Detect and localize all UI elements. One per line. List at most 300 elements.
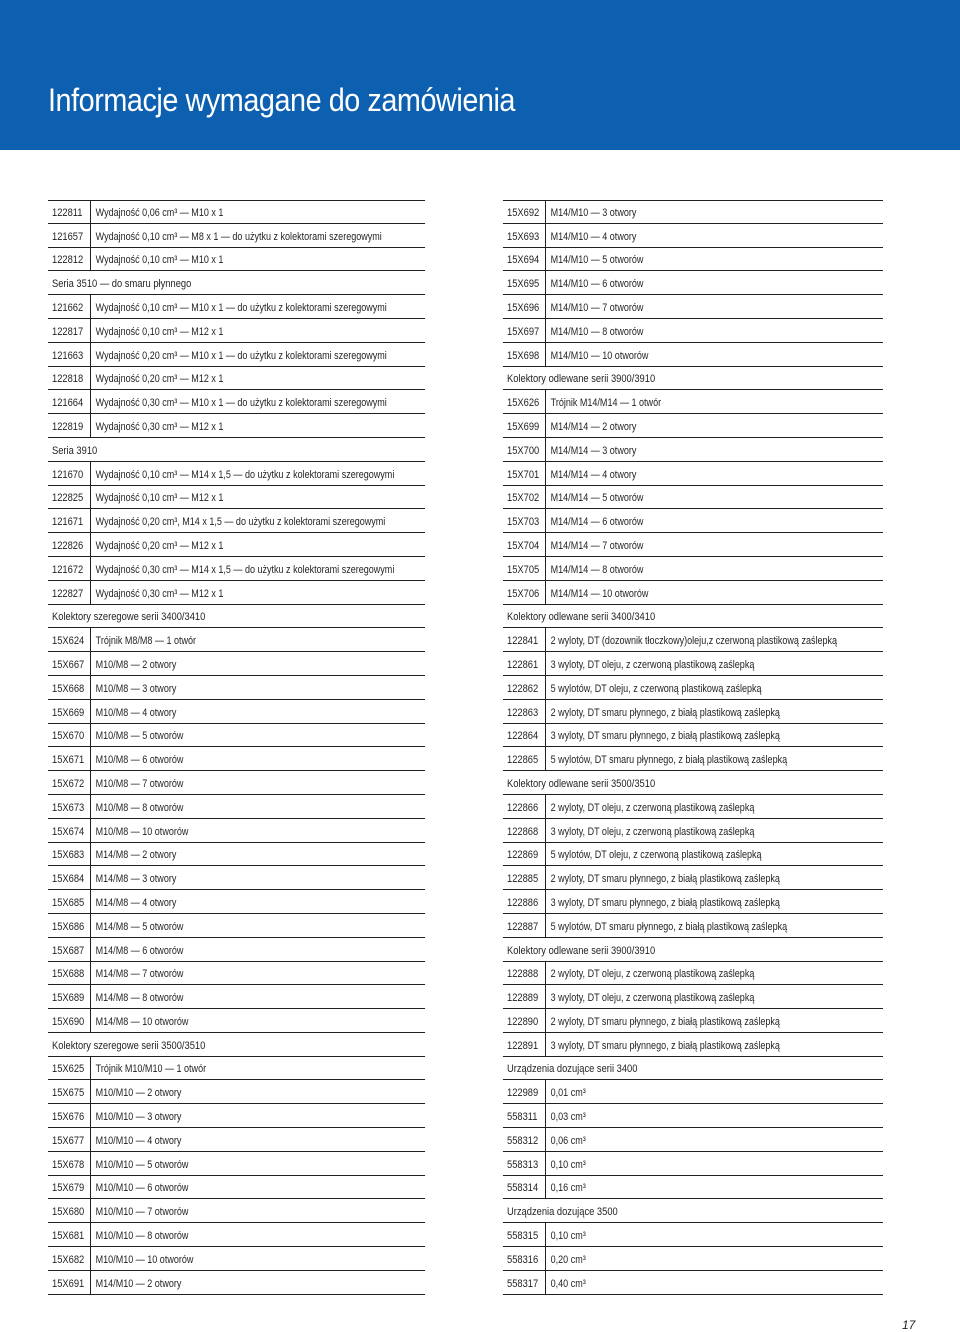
table-row xyxy=(48,938,425,962)
table-row xyxy=(48,700,425,724)
part-description: 0,01 cm³ xyxy=(550,1087,586,1100)
part-number: 558315 xyxy=(507,1230,539,1243)
table-row xyxy=(503,914,883,938)
table-row xyxy=(48,1199,425,1223)
table-row xyxy=(48,1009,425,1033)
column-divider xyxy=(90,462,91,485)
column-divider xyxy=(545,914,546,937)
part-description: 3 wyloty, DT smaru płynnego, z białą plastikową zaślepką xyxy=(550,1039,780,1052)
column-divider xyxy=(90,343,91,366)
column-divider xyxy=(90,486,91,509)
column-divider xyxy=(545,1223,546,1246)
table-row xyxy=(503,1104,883,1128)
header-band xyxy=(0,0,960,150)
column-divider xyxy=(545,700,546,723)
column-divider xyxy=(545,224,546,247)
table-row xyxy=(48,1247,425,1271)
table-row xyxy=(503,224,883,248)
part-number: 15X670 xyxy=(52,730,85,743)
table-row xyxy=(48,1104,425,1128)
table-row xyxy=(503,676,883,700)
table-row xyxy=(503,319,883,343)
part-number: 15X674 xyxy=(52,825,85,838)
column-divider xyxy=(545,1247,546,1270)
table-row xyxy=(503,581,883,605)
column-divider xyxy=(545,724,546,747)
column-divider xyxy=(90,1104,91,1127)
part-number: 15X703 xyxy=(507,516,540,529)
part-description: M10/M8 — 2 otwory xyxy=(95,658,177,671)
table-row xyxy=(503,1223,883,1247)
part-number: 121663 xyxy=(52,349,84,362)
part-number: 122865 xyxy=(507,754,539,767)
part-description: M10/M8 — 3 otwory xyxy=(95,682,177,695)
part-number: 15X672 xyxy=(52,777,85,790)
part-number: 15X687 xyxy=(52,944,85,957)
part-description: Wydajność 0,30 cm³ — M12 x 1 xyxy=(95,587,224,600)
page-title: Informacje wymagane do zamówienia xyxy=(48,82,515,118)
part-description: M14/M10 — 8 otworów xyxy=(550,325,644,338)
part-number: 15X677 xyxy=(52,1134,85,1147)
part-number: 15X704 xyxy=(507,539,540,552)
part-number: 122869 xyxy=(507,849,539,862)
column-divider xyxy=(545,533,546,556)
table-row xyxy=(48,224,425,248)
column-divider xyxy=(90,985,91,1008)
column-divider xyxy=(545,414,546,437)
part-description: M14/M8 — 3 otwory xyxy=(95,873,177,886)
part-description: M10/M8 — 7 otworów xyxy=(95,777,184,790)
column-divider xyxy=(90,1080,91,1103)
part-description: M10/M8 — 8 otworów xyxy=(95,801,184,814)
part-description: Wydajność 0,30 cm³ — M12 x 1 xyxy=(95,420,224,433)
part-number: 122861 xyxy=(507,658,539,671)
part-description: M14/M10 — 3 otwory xyxy=(550,206,637,219)
column-divider xyxy=(90,367,91,390)
column-divider xyxy=(545,1152,546,1175)
column-divider xyxy=(90,914,91,937)
part-description: Wydajność 0,06 cm³ — M10 x 1 xyxy=(95,206,224,219)
part-description: M14/M8 — 2 otwory xyxy=(95,849,177,862)
table-row xyxy=(503,1176,883,1200)
column-divider xyxy=(545,1080,546,1103)
table-row xyxy=(48,1152,425,1176)
part-number: 15X697 xyxy=(507,325,540,338)
part-description: M14/M10 — 2 otwory xyxy=(95,1277,182,1290)
part-number: 122818 xyxy=(52,373,84,386)
part-number: 15X700 xyxy=(507,444,540,457)
column-divider xyxy=(545,271,546,294)
table-row xyxy=(503,1152,883,1176)
column-divider xyxy=(90,938,91,961)
table-row xyxy=(48,295,425,319)
part-description: M10/M10 — 6 otworów xyxy=(95,1182,189,1195)
column-divider xyxy=(90,319,91,342)
part-description: Trójnik M10/M10 — 1 otwór xyxy=(95,1063,207,1076)
column-divider xyxy=(90,557,91,580)
table-row xyxy=(48,1128,425,1152)
column-divider xyxy=(545,962,546,985)
column-divider xyxy=(545,1128,546,1151)
column-divider xyxy=(545,795,546,818)
column-divider xyxy=(90,747,91,770)
part-description: M10/M8 — 5 otworów xyxy=(95,730,184,743)
part-description: M14/M10 — 6 otworów xyxy=(550,278,644,291)
part-description: Wydajność 0,10 cm³ — M12 x 1 xyxy=(95,492,224,505)
part-description: 3 wyloty, DT smaru płynnego, z białą plastikową zaślepką xyxy=(550,730,780,743)
part-description: M10/M10 — 5 otworów xyxy=(95,1158,189,1171)
part-number: 121664 xyxy=(52,397,84,410)
part-number: 122889 xyxy=(507,992,539,1005)
column-divider xyxy=(545,438,546,461)
table-row xyxy=(503,271,883,295)
part-description: 5 wylotów, DT smaru płynnego, z białą plastikową zaślepką xyxy=(550,754,788,767)
part-description: 2 wyloty, DT oleju, z czerwoną plastikową zaślepką xyxy=(550,968,755,981)
part-number: 15X695 xyxy=(507,278,540,291)
column-divider xyxy=(545,295,546,318)
part-description: M14/M14 — 5 otworów xyxy=(550,492,644,505)
part-description: 2 wyloty, DT (dozownik tłoczkowy)oleju,z czerwoną plastikową zaślepką xyxy=(550,635,838,648)
part-number: 15X624 xyxy=(52,635,85,648)
table-row xyxy=(503,1009,883,1033)
page-number: 17 xyxy=(902,1318,916,1332)
part-number: 15X669 xyxy=(52,706,85,719)
table-row xyxy=(503,866,883,890)
table-row xyxy=(48,509,425,533)
table-row xyxy=(48,581,425,605)
column-divider xyxy=(545,248,546,271)
part-number: 122864 xyxy=(507,730,539,743)
part-description: Wydajność 0,20 cm³, M14 x 1,5 — do użytku z kolektorami szeregowymi xyxy=(95,516,386,529)
column-divider xyxy=(545,1104,546,1127)
table-row xyxy=(48,747,425,771)
column-divider xyxy=(545,843,546,866)
part-number: 121662 xyxy=(52,301,84,314)
part-description: M14/M14 — 8 otworów xyxy=(550,563,644,576)
table-row xyxy=(503,486,883,510)
table-row xyxy=(48,462,425,486)
section-heading-row xyxy=(503,1199,883,1223)
table-row xyxy=(48,414,425,438)
column-divider xyxy=(545,866,546,889)
part-number: 122989 xyxy=(507,1087,539,1100)
part-number: 122888 xyxy=(507,968,539,981)
table-row xyxy=(48,771,425,795)
part-description: 5 wylotów, DT oleju, z czerwoną plastikową zaślepką xyxy=(550,849,762,862)
part-description: M14/M14 — 7 otworów xyxy=(550,539,644,552)
table-row xyxy=(503,628,883,652)
table-row xyxy=(503,200,883,224)
part-description: M14/M8 — 5 otworów xyxy=(95,920,184,933)
column-divider xyxy=(90,676,91,699)
part-description: M14/M14 — 10 otworów xyxy=(550,587,649,600)
table-row xyxy=(503,295,883,319)
column-divider xyxy=(90,890,91,913)
column-divider xyxy=(90,962,91,985)
part-number: 15X702 xyxy=(507,492,540,505)
column-divider xyxy=(90,1247,91,1270)
part-description: 0,10 cm³ xyxy=(550,1158,586,1171)
column-divider xyxy=(90,224,91,247)
column-divider xyxy=(90,1128,91,1151)
part-description: Wydajność 0,10 cm³ — M10 x 1 — do użytku z kolektorami szeregowymi xyxy=(95,301,387,314)
part-number: 122817 xyxy=(52,325,84,338)
column-divider xyxy=(90,1271,91,1294)
table-row xyxy=(48,1176,425,1200)
column-divider xyxy=(90,295,91,318)
table-row xyxy=(48,962,425,986)
column-divider xyxy=(90,843,91,866)
column-divider xyxy=(90,652,91,675)
part-number: 15X668 xyxy=(52,682,85,695)
part-description: M14/M8 — 8 otworów xyxy=(95,992,184,1005)
part-description: M10/M10 — 4 otwory xyxy=(95,1134,182,1147)
column-divider xyxy=(90,795,91,818)
part-number: 15X667 xyxy=(52,658,85,671)
part-description: M14/M8 — 10 otworów xyxy=(95,1015,189,1028)
part-description: M14/M10 — 4 otwory xyxy=(550,230,637,243)
table-row xyxy=(503,962,883,986)
part-description: 0,20 cm³ xyxy=(550,1253,586,1266)
column-divider xyxy=(545,1176,546,1199)
table-row xyxy=(503,248,883,272)
table-row xyxy=(48,1057,425,1081)
part-number: 122862 xyxy=(507,682,539,695)
table-row xyxy=(48,819,425,843)
part-description: 3 wyloty, DT oleju, z czerwoną plastikową zaślepką xyxy=(550,825,755,838)
column-divider xyxy=(545,1033,546,1056)
column-divider xyxy=(90,201,91,223)
part-number: 15X689 xyxy=(52,992,85,1005)
table-row xyxy=(48,985,425,1009)
part-description: 2 wyloty, DT smaru płynnego, z białą plastikową zaślepką xyxy=(550,1015,780,1028)
table-row xyxy=(48,676,425,700)
part-number: 122886 xyxy=(507,896,539,909)
table-row xyxy=(503,747,883,771)
table-row xyxy=(48,486,425,510)
table-row xyxy=(503,890,883,914)
part-number: 15X675 xyxy=(52,1087,85,1100)
column-divider xyxy=(545,581,546,604)
section-heading-row xyxy=(48,271,425,295)
part-description: 0,16 cm³ xyxy=(550,1182,586,1195)
part-number: 15X673 xyxy=(52,801,85,814)
table-row xyxy=(503,819,883,843)
section-heading: Seria 3910 xyxy=(52,444,98,457)
part-description: 2 wyloty, DT smaru płynnego, z białą plastikową zaślepką xyxy=(550,873,780,886)
column-divider xyxy=(545,557,546,580)
table-row xyxy=(48,914,425,938)
part-number: 15X688 xyxy=(52,968,85,981)
part-description: M10/M10 — 8 otworów xyxy=(95,1230,189,1243)
part-number: 15X694 xyxy=(507,254,540,267)
part-description: Wydajność 0,10 cm³ — M14 x 1,5 — do użytku z kolektorami szeregowymi xyxy=(95,468,395,481)
part-number: 15X701 xyxy=(507,468,540,481)
part-description: M14/M8 — 4 otwory xyxy=(95,896,177,909)
section-heading: Kolektory szeregowe serii 3400/3410 xyxy=(52,611,206,624)
part-number: 122826 xyxy=(52,539,84,552)
part-description: 0,40 cm³ xyxy=(550,1277,586,1290)
part-description: M10/M10 — 7 otworów xyxy=(95,1206,189,1219)
column-divider xyxy=(545,676,546,699)
part-number: 122841 xyxy=(507,635,539,648)
column-divider xyxy=(90,248,91,271)
part-description: Wydajność 0,20 cm³ — M12 x 1 xyxy=(95,539,224,552)
column-divider xyxy=(545,1271,546,1294)
part-description: 2 wyloty, DT smaru płynnego, z białą plastikową zaślepką xyxy=(550,706,780,719)
table-row xyxy=(48,628,425,652)
part-number: 122885 xyxy=(507,873,539,886)
part-description: 0,10 cm³ xyxy=(550,1230,586,1243)
part-number: 15X706 xyxy=(507,587,540,600)
column-divider xyxy=(545,652,546,675)
column-divider xyxy=(90,628,91,651)
column-divider xyxy=(545,486,546,509)
section-heading-row xyxy=(48,438,425,462)
section-heading: Seria 3510 — do smaru płynnego xyxy=(52,278,192,291)
column-divider xyxy=(90,700,91,723)
part-number: 15X626 xyxy=(507,397,540,410)
part-description: 3 wyloty, DT oleju, z czerwoną plastikową zaślepką xyxy=(550,992,755,1005)
part-number: 121657 xyxy=(52,230,84,243)
part-description: Wydajność 0,10 cm³ — M12 x 1 xyxy=(95,325,224,338)
part-description: 3 wyloty, DT oleju, z czerwoną plastikową zaślepką xyxy=(550,658,755,671)
part-number: 558313 xyxy=(507,1158,539,1171)
section-heading-row xyxy=(503,771,883,795)
table-row xyxy=(48,200,425,224)
part-description: M10/M10 — 3 otwory xyxy=(95,1111,182,1124)
part-description: Wydajność 0,20 cm³ — M10 x 1 — do użytku z kolektorami szeregowymi xyxy=(95,349,387,362)
column-divider xyxy=(545,462,546,485)
column-divider xyxy=(90,414,91,437)
column-divider xyxy=(545,890,546,913)
part-description: M14/M8 — 6 otworów xyxy=(95,944,184,957)
part-number: 15X682 xyxy=(52,1253,85,1266)
column-divider xyxy=(90,1009,91,1032)
column-divider xyxy=(545,985,546,1008)
part-number: 122890 xyxy=(507,1015,539,1028)
part-number: 15X678 xyxy=(52,1158,85,1171)
part-description: M14/M14 — 6 otworów xyxy=(550,516,644,529)
part-number: 122827 xyxy=(52,587,84,600)
part-description: M14/M14 — 3 otwory xyxy=(550,444,637,457)
part-description: 0,06 cm³ xyxy=(550,1134,586,1147)
table-row xyxy=(503,795,883,819)
column-divider xyxy=(90,724,91,747)
section-heading: Kolektory szeregowe serii 3500/3510 xyxy=(52,1039,206,1052)
part-description: M14/M8 — 7 otworów xyxy=(95,968,184,981)
table-row xyxy=(503,533,883,557)
part-description: Wydajność 0,30 cm³ — M14 x 1,5 — do użytku z kolektorami szeregowymi xyxy=(95,563,395,576)
part-description: Wydajność 0,30 cm³ — M10 x 1 — do użytku z kolektorami szeregowymi xyxy=(95,397,387,410)
column-divider xyxy=(545,201,546,223)
part-description: 2 wyloty, DT oleju, z czerwoną plastikową zaślepką xyxy=(550,801,755,814)
column-divider xyxy=(90,581,91,604)
column-divider xyxy=(90,1152,91,1175)
table-row xyxy=(503,414,883,438)
table-row xyxy=(48,1271,425,1295)
part-number: 15X705 xyxy=(507,563,540,576)
table-row xyxy=(503,1033,883,1057)
table-row xyxy=(48,557,425,581)
section-heading-row xyxy=(48,1033,425,1057)
table-row xyxy=(503,724,883,748)
section-heading-row xyxy=(503,367,883,391)
part-number: 15X698 xyxy=(507,349,540,362)
column-divider xyxy=(545,343,546,366)
part-number: 558312 xyxy=(507,1134,539,1147)
part-description: M10/M8 — 4 otwory xyxy=(95,706,177,719)
part-description: Trójnik M14/M14 — 1 otwór xyxy=(550,397,662,410)
part-description: Wydajność 0,10 cm³ — M8 x 1 — do użytku z kolektorami szeregowymi xyxy=(95,230,382,243)
table-row xyxy=(503,509,883,533)
part-number: 122887 xyxy=(507,920,539,933)
table-row xyxy=(503,1247,883,1271)
part-description: M14/M14 — 4 otwory xyxy=(550,468,637,481)
table-row xyxy=(503,700,883,724)
part-number: 15X671 xyxy=(52,754,85,767)
part-number: 558314 xyxy=(507,1182,539,1195)
column-divider xyxy=(90,509,91,532)
part-description: M14/M10 — 5 otworów xyxy=(550,254,644,267)
section-heading: Urządzenia dozujące serii 3400 xyxy=(507,1063,638,1076)
part-number: 122819 xyxy=(52,420,84,433)
column-divider xyxy=(545,1009,546,1032)
part-number: 121670 xyxy=(52,468,84,481)
part-number: 558317 xyxy=(507,1277,539,1290)
part-number: 15X685 xyxy=(52,896,85,909)
column-divider xyxy=(545,747,546,770)
column-divider xyxy=(545,819,546,842)
table-row xyxy=(48,1223,425,1247)
part-number: 15X691 xyxy=(52,1277,85,1290)
table-row xyxy=(503,438,883,462)
part-number: 121672 xyxy=(52,563,84,576)
part-number: 122868 xyxy=(507,825,539,838)
part-number: 15X680 xyxy=(52,1206,85,1219)
table-row xyxy=(48,343,425,367)
table-row xyxy=(48,795,425,819)
part-number: 122891 xyxy=(507,1039,539,1052)
table-row xyxy=(503,1128,883,1152)
right-order-table xyxy=(503,200,883,1295)
part-number: 15X692 xyxy=(507,206,540,219)
table-row xyxy=(503,652,883,676)
table-row xyxy=(48,866,425,890)
part-description: M10/M10 — 10 otworów xyxy=(95,1253,194,1266)
part-number: 558311 xyxy=(507,1111,538,1124)
table-row xyxy=(503,1271,883,1295)
table-row xyxy=(48,843,425,867)
section-heading: Kolektory odlewane serii 3900/3910 xyxy=(507,944,656,957)
part-number: 15X683 xyxy=(52,849,85,862)
section-heading: Kolektory odlewane serii 3500/3510 xyxy=(507,777,656,790)
table-row xyxy=(503,985,883,1009)
part-description: Wydajność 0,20 cm³ — M12 x 1 xyxy=(95,373,224,386)
column-divider xyxy=(90,1057,91,1080)
part-number: 15X679 xyxy=(52,1182,85,1195)
table-row xyxy=(48,248,425,272)
part-number: 121671 xyxy=(52,516,84,529)
table-row xyxy=(503,1080,883,1104)
table-row xyxy=(48,390,425,414)
table-row xyxy=(48,319,425,343)
section-heading: Kolektory odlewane serii 3400/3410 xyxy=(507,611,656,624)
section-heading: Urządzenia dozujące 3500 xyxy=(507,1206,618,1219)
table-row xyxy=(503,343,883,367)
table-row xyxy=(503,557,883,581)
part-description: 5 wylotów, DT oleju, z czerwoną plastikową zaślepką xyxy=(550,682,762,695)
